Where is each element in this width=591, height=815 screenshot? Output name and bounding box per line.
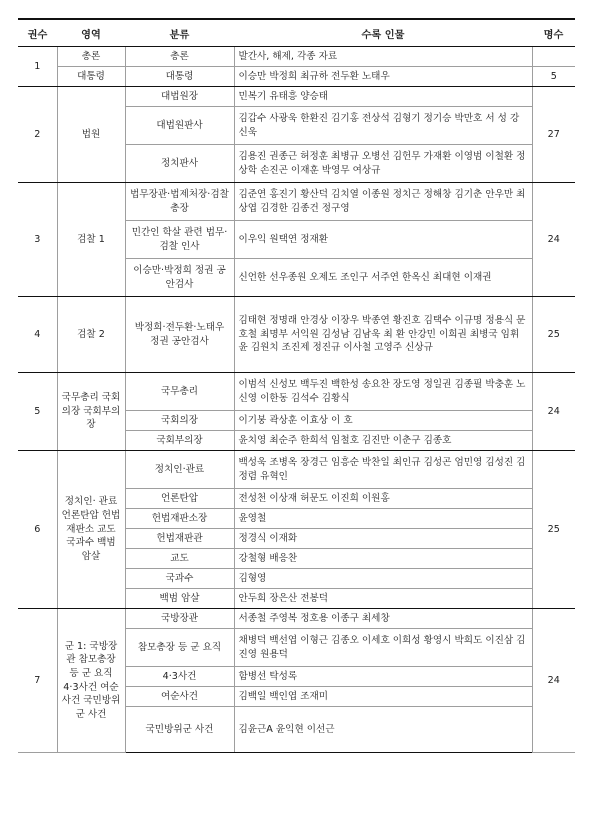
- people-cell: 김준연 홍진기 황산덕 김치열 이종원 정치근 정해창 김기춘 안우만 최상엽 김경한 김종건 정구영: [234, 183, 532, 221]
- header-row: [18, 19, 575, 47]
- people-cell: 이우익 원택연 정재환: [234, 221, 532, 259]
- table-row: [18, 451, 575, 489]
- table-row: [18, 297, 575, 373]
- area-cell: 대통령: [57, 67, 125, 87]
- table-row: [18, 183, 575, 221]
- class-cell: 대법원장: [125, 87, 234, 107]
- class-cell: 여순사건: [125, 687, 234, 707]
- class-cell: 백범 암살: [125, 589, 234, 609]
- class-cell: 대통령: [125, 67, 234, 87]
- table-row: [18, 47, 575, 67]
- class-cell: 국무총리: [125, 373, 234, 411]
- area-cell: 군 1: 국방장관 참모총장 등 군 요직 4·3사건 여순사건 국민방위군 사건: [57, 609, 125, 753]
- class-cell: 교도: [125, 549, 234, 569]
- count-cell: 24: [532, 183, 575, 297]
- people-cell: 윤영철: [234, 509, 532, 529]
- header-count: 명수: [532, 19, 575, 47]
- book-contents-table: [18, 18, 575, 753]
- people-cell: 김용진 권종근 허정훈 최병규 오병선 김헌무 가재환 이영범 이철환 정상학 손진곤 이재훈 박영무 여상규: [234, 145, 532, 183]
- people-cell: 이승만 박정희 최규하 전두환 노태우: [234, 67, 532, 87]
- people-cell: 서종철 주영복 정호용 이종구 최세창: [234, 609, 532, 629]
- volume-number: 3: [18, 183, 57, 297]
- people-cell: 신언한 선우종원 오제도 조인구 서주연 한옥신 최대현 이재권: [234, 259, 532, 297]
- class-cell: 이승만·박정희 정권 공안검사: [125, 259, 234, 297]
- area-cell: 국무총리 국회의장 국회부의장: [57, 373, 125, 451]
- class-cell: 언론탄압: [125, 489, 234, 509]
- area-cell: 검찰 1: [57, 183, 125, 297]
- volume-number: 4: [18, 297, 57, 373]
- class-cell: 대법원판사: [125, 107, 234, 145]
- class-cell: 4·3사건: [125, 667, 234, 687]
- header-volume: 권수: [18, 19, 57, 47]
- people-cell: 김윤근A 윤익현 이선근: [234, 707, 532, 753]
- count-cell: 25: [532, 297, 575, 373]
- people-cell: 김태현 정명래 안경상 이장우 박종연 황진호 김택수 이규명 정용식 문호철 최명부 서익원 김성남 김남욱 최 환 안강민 이희권 최병국 임휘윤 김원치 조진제 정진규 이사철 고영주 신상규: [234, 297, 532, 373]
- people-cell: 윤치영 최순주 한희석 임철호 김진만 이춘구 김종호: [234, 431, 532, 451]
- class-cell: 박정희·전두환·노태우 정권 공안검사: [125, 297, 234, 373]
- count-cell: [532, 47, 575, 67]
- count-cell: 25: [532, 451, 575, 609]
- people-cell: 발간사, 해제, 각종 자료: [234, 47, 532, 67]
- table-row: [18, 87, 575, 107]
- class-cell: 국회부의장: [125, 431, 234, 451]
- people-cell: 민복기 유태흥 양승태: [234, 87, 532, 107]
- people-cell: 김형영: [234, 569, 532, 589]
- count-cell: 27: [532, 87, 575, 183]
- people-cell: 김갑수 사광욱 한환진 김기홍 전상석 김형기 정기승 박만호 서 성 강신욱: [234, 107, 532, 145]
- class-cell: 정치판사: [125, 145, 234, 183]
- header-area: 영역: [57, 19, 125, 47]
- class-cell: 국회의장: [125, 411, 234, 431]
- class-cell: 국과수: [125, 569, 234, 589]
- people-cell: 정경식 이재화: [234, 529, 532, 549]
- people-cell: 채병덕 백선엽 이형근 김종오 이세호 이희성 황영시 박희도 이진삼 김진영 원용덕: [234, 629, 532, 667]
- people-cell: 강철형 배응찬: [234, 549, 532, 569]
- class-cell: 법무장관·법제처장·검찰총장: [125, 183, 234, 221]
- class-cell: 정치인·관료: [125, 451, 234, 489]
- people-cell: 함병선 탁성록: [234, 667, 532, 687]
- volume-number: 1: [18, 47, 57, 87]
- volume-number: 2: [18, 87, 57, 183]
- count-cell: 5: [532, 67, 575, 87]
- table-row: [18, 609, 575, 629]
- area-cell: 법원: [57, 87, 125, 183]
- area-cell: 총론: [57, 47, 125, 67]
- people-cell: 안두희 장은산 전봉덕: [234, 589, 532, 609]
- class-cell: 민간인 학살 관련 법무·검찰 인사: [125, 221, 234, 259]
- people-cell: 전성천 이상재 허문도 이진희 이원홍: [234, 489, 532, 509]
- table-row: [18, 67, 575, 87]
- class-cell: 헌법재판관: [125, 529, 234, 549]
- count-cell: 24: [532, 373, 575, 451]
- count-cell: 24: [532, 609, 575, 753]
- class-cell: 총론: [125, 47, 234, 67]
- people-cell: 김백일 백인엽 조재미: [234, 687, 532, 707]
- header-people: 수록 인물: [234, 19, 532, 47]
- people-cell: 백성욱 조병옥 장경근 임흥순 박찬일 최인규 김성곤 엄민영 김성진 김정렴 유혁인: [234, 451, 532, 489]
- people-cell: 이범석 신성모 백두진 백한성 송요찬 장도영 정일권 김종필 박충훈 노신영 이한동 김석수 김황식: [234, 373, 532, 411]
- area-cell: 정치인· 관료 언론탄압 헌법재판소 교도 국과수 백범 암살: [57, 451, 125, 609]
- people-cell: 이기붕 곽상훈 이효상 이 호: [234, 411, 532, 431]
- class-cell: 국민방위군 사건: [125, 707, 234, 753]
- class-cell: 국방장관: [125, 609, 234, 629]
- header-class: 분류: [125, 19, 234, 47]
- volume-number: 7: [18, 609, 57, 753]
- area-cell: 검찰 2: [57, 297, 125, 373]
- table-row: [18, 373, 575, 411]
- volume-number: 5: [18, 373, 57, 451]
- class-cell: 헌법재판소장: [125, 509, 234, 529]
- volume-number: 6: [18, 451, 57, 609]
- class-cell: 참모총장 등 군 요직: [125, 629, 234, 667]
